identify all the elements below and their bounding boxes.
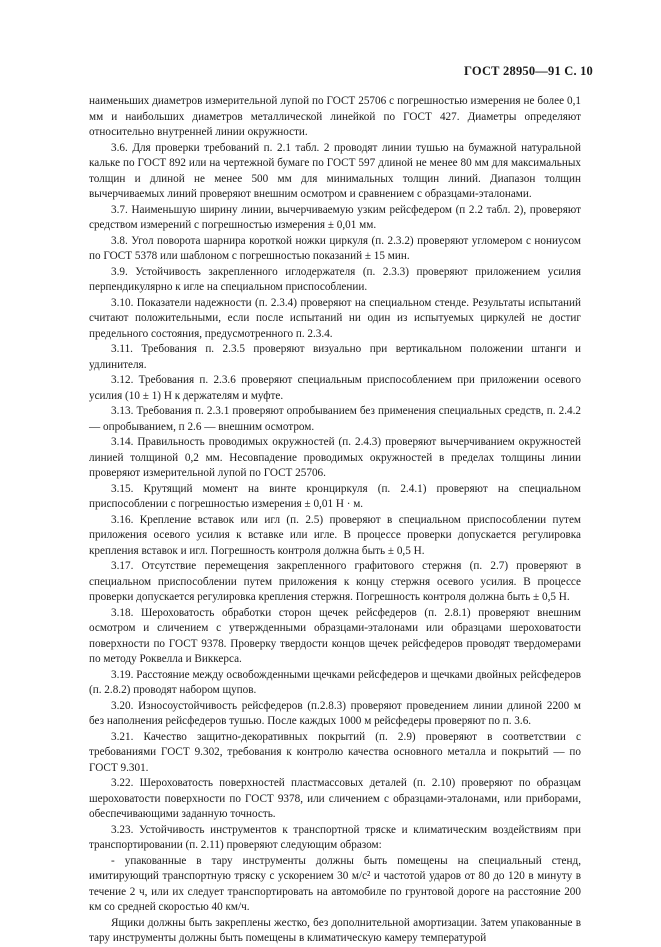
paragraph: - упакованные в тару инструменты должны быть помещены на специальный стенд, имитирующий транспортную тряску с ускорением 30 м/с² и частотой ударов от 80 до 120 в минуту в течение 2 ч, или их следует транспортировать на автомобиле по грунтовой дороге на расстояние 200 км со средней скоростью 40 км/ч. [89,854,581,913]
paragraph: 3.8. Угол поворота шарнира короткой ножки циркуля (п. 2.3.2) проверяют угломером с нониусом по ГОСТ 5378 или шаблоном с погрешностью показаний ± 15 мин. [89,234,581,262]
paragraph: 3.19. Расстояние между освобожденными щечками рейсфедеров и щечками двойных рейсфедеров (п. 2.8.2) проводят набором щупов. [89,668,581,696]
paragraph: 3.12. Требования п. 2.3.6 проверяют специальным приспособлением при приложении осевого усилия (10 ± 1) Н к держателям и муфте. [89,374,581,402]
paragraph: 3.22. Шероховатость поверхностей пластмассовых деталей (п. 2.10) проверяют по образцам шероховатости поверхности по ГОСТ 9378, или сличением с образцами-эталонами, или приборами, обеспечивающими заданную точность. [89,777,581,820]
paragraph: 3.16. Крепление вставок или игл (п. 2.5) проверяют в специальном приспособлении путем приложения осевого усилия к вставке или игле. В процессе проверки допускается регулировка крепления вставок и игл. Погрешность контроля должна быть ± 0,5 Н. [89,513,581,557]
paragraph: 3.10. Показатели надежности (п. 2.3.4) проверяют на специальном стенде. Результаты испытаний считают положительными, если после испытаний ни один из испытуемых циркулей не достиг предельного состояния, предусмотренного п. 2.3.4. [89,296,581,340]
paragraph: 3.9. Устойчивость закрепленного иглодержателя (п. 2.3.3) проверяют приложением усилия перпендикулярно к игле на специальном приспособлении. [89,265,581,293]
paragraph: 3.18. Шероховатость обработки сторон щечек рейсфедеров (п. 2.8.1) проверяют внешним осмотром и сличением с утвержденными образцами-эталонами или образцами шероховатости поверхности по ГОСТ 9378. Проверку твердости концов щечек рейсфедеров проводят твердомерами по методу Роквелла и Виккерса. [89,606,581,665]
paragraph: 3.17. Отсутствие перемещения закрепленного графитового стержня (п. 2.7) проверяют в специальном приспособлении путем приложения к концу стержня осевого усилия. В процессе проверки допускается регулировка крепления стержня. Погрешность контроля должна быть ± 0,5 Н. [89,560,581,603]
paragraph: наименьших диаметров измерительной лупой по ГОСТ 25706 с погрешностью измерения не более 0,1 мм и наибольших диаметров металлической линейкой по ГОСТ 427. Диаметры определяют относительно внутренней линии окружности. [89,95,581,138]
paragraph: 3.15. Крутящий момент на винте кронциркуля (п. 2.4.1) проверяют на специальном приспособлении с погрешностью измерения ± 0,01 Н · м. [89,482,581,510]
paragraph: 3.23. Устойчивость инструментов к транспортной тряске и климатическим воздействиям при транспортировании (п. 2.11) проверяют следующим образом: [89,823,581,851]
paragraph: 3.14. Правильность проводимых окружностей (п. 2.4.3) проверяют вычерчиванием окружностей линией толщиной 0,2 мм. Несовпадение проводимых окружностей в пределах толщины линии проверяют измерительной лупой по ГОСТ 25706. [89,436,581,479]
paragraph: 3.7. Наименьшую ширину линии, вычерчиваемую узким рейсфедером (п 2.2 табл. 2), проверяют средством измерений с погрешностью измерения ± 0,01 мм. [89,203,581,231]
paragraph: Ящики должны быть закреплены жестко, без дополнительной амортизации. Затем упакованные в тару инструменты должны быть помещены в климатическую камеру температурой [89,916,581,944]
document-body [89,94,581,947]
paragraph: 3.6. Для проверки требований п. 2.1 табл. 2 проводят линии тушью на бумажной натуральной кальке по ГОСТ 892 или на чертежной бумаге по ГОСТ 597 длиной не менее 80 мм для максимальных толщин и длиной не менее 500 мм для минимальных толщин линий. Диапазон толщин вычерчиваемых линий проверяют внешним осмотром и сравнением с образцами-эталонами. [89,141,581,200]
paragraph: 3.13. Требования п. 2.3.1 проверяют опробыванием без применения специальных средств, п. 2.4.2 — опробыванием, п 2.6 — внешним осмотром. [89,405,581,433]
paragraph: 3.11. Требования п. 2.3.5 проверяют визуально при вертикальном положении штанги и удлинителя. [89,343,581,371]
paragraph: 3.21. Качество защитно-декоративных покрытий (п. 2.9) проверяют в соответствии с требованиями ГОСТ 9.302, требования к контролю качества основного металла и покрытий — по ГОСТ 9.301. [89,730,581,774]
paragraph: 3.20. Износоустойчивость рейсфедеров (п.2.8.3) проверяют проведением линии длиной 2200 м без наполнения рейсфедеров тушью. После каждых 1000 м рейсфедеры проверяют по п. 3.6. [89,699,581,727]
page-header: ГОСТ 28950—91 С. 10 [464,64,593,78]
